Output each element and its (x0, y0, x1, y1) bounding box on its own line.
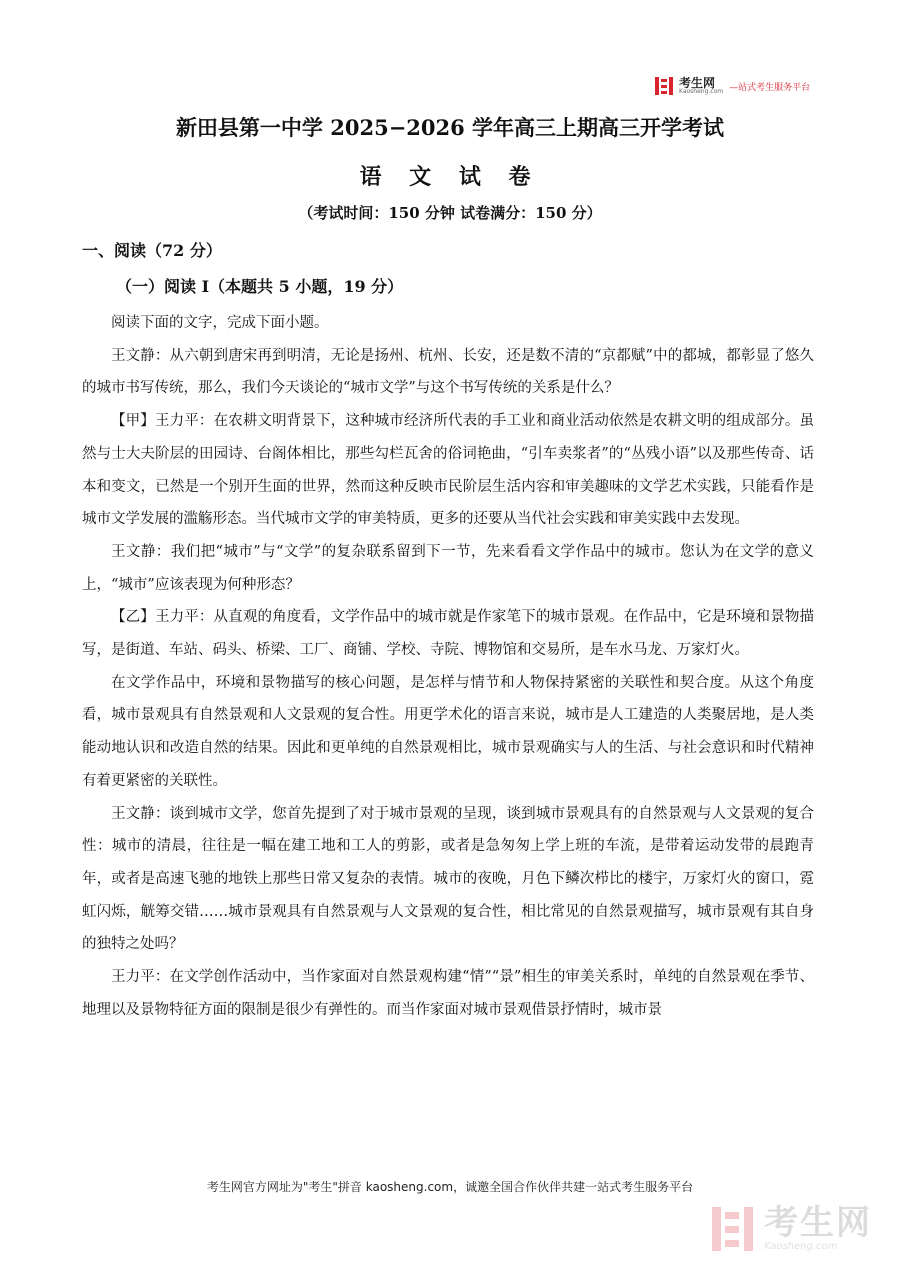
header-logo (655, 76, 825, 96)
section-heading: 一、阅读（72 分） (82, 241, 222, 260)
paragraph: 【乙】王力平：从直观的角度看，文学作品中的城市就是作家笔下的城市景观。在作品中，它是环境和景物描写，是街道、车站、码头、桥梁、工厂、商铺、学校、寺院、博物馆和交易所，是车水马龙、万家灯火。 (82, 609, 814, 659)
logo-slogan: —站式考生服务平台 (729, 82, 811, 93)
paragraph: 王力平：在文学创作活动中，当作家面对自然景观构建“情”“景”相生的审美关系时，单纯的自然景观在季节、地理以及景物特征方面的限制是很少有弹性的。而当作家面对城市景观借景抒情时，城市景 (82, 969, 814, 1018)
paragraph: 王文静：我们把“城市”与“文学”的复杂联系留到下一节，先来看看文学作品中的城市。您认为在文学的意义上，“城市”应该表现为何种形态？ (82, 543, 814, 593)
watermark-logo (712, 1198, 892, 1260)
kaosheng-watermark-icon (712, 1207, 758, 1251)
paragraph: 在文学作品中，环境和景物描写的核心问题，是怎样与情节和人物保持紧密的关联性和契合度。从这个角度看，城市景观具有自然景观和人文景观的复合性。用更学术化的语言来说，城市是人工建造的人类聚居地，是人类能动地认识和改造自然的结果。因此和更单纯的自然景观相比，城市景观确实与人的生活、与社会意识和时代精神有着更紧密的关联性。 (82, 674, 814, 789)
watermark-wordmark (764, 1203, 872, 1252)
paragraph: 阅读下面的文字，完成下面小题。 (111, 315, 329, 331)
paragraph: 王文静：谈到城市文学，您首先提到了对于城市景观的呈现，谈到城市景观具有的自然景观与人文景观的复合性：城市的清晨，往往是一幅在建工地和工人的剪影，或者是急匆匆上学上班的车流，是带着运动发带的晨跑青年，或者是高速飞驰的地铁上那些日常又复杂的表情。城市的夜晚，月色下鳞次栉比的楼宇，万家灯火的窗口，霓虹闪烁，觥筹交错……城市景观具有自然景观与人文景观的复合性，相比常见的自然景观描写，城市景观有其自身的独特之处吗？ (82, 805, 814, 953)
paragraph: 王文静：从六朝到唐宋再到明清，无论是扬州、杭州、长安，还是数不清的“京都赋”中的都城，都彰显了悠久的城市书写传统，那么，我们今天谈论的“城市文学”与这个书写传统的关系是什么？ (82, 347, 814, 397)
subsection-heading: （一）阅读 I（本题共 5 小题，19 分） (116, 277, 404, 296)
paragraph: 【甲】王力平：在农耕文明背景下，这种城市经济所代表的手工业和商业活动依然是农耕文明的组成部分。虽然与士大夫阶层的田园诗、台阁体相比，那些勾栏瓦舍的俗词艳曲，“引车卖浆者”的“丛残小语”以及那些传奇、话本和变文，已然是一个别开生面的世界，然而这种反映市民阶层生活内容和审美趣味的文学艺术实践，只能看作是城市文学发展的滥觞形态。当代城市文学的审美特质，更多的还要从当代社会实践和审美实践中去发现。 (82, 413, 814, 528)
logo-cn: 考生网 (679, 76, 716, 90)
watermark-cn: 考生网 (764, 1203, 872, 1243)
exam-title: 新田县第一中学 2025−2026 学年高三上期高三开学考试 (175, 115, 725, 140)
exam-info: （考试时间：150 分钟 试卷满分：150 分） (298, 204, 602, 222)
logo-en: Kaosheng.com (679, 88, 724, 95)
logo-wordmark (679, 77, 723, 95)
reading-passage (82, 307, 814, 1026)
kaosheng-logo-icon (655, 77, 675, 95)
subject-title: 语 文 试 卷 (359, 164, 541, 190)
watermark-en: Kaosheng.com (764, 1241, 838, 1252)
page-footer: 考生网官方网址为"考生"拼音 kaosheng.com，诚邀全国合作伙伴共建一站式考生服务平台 (206, 1180, 694, 1194)
